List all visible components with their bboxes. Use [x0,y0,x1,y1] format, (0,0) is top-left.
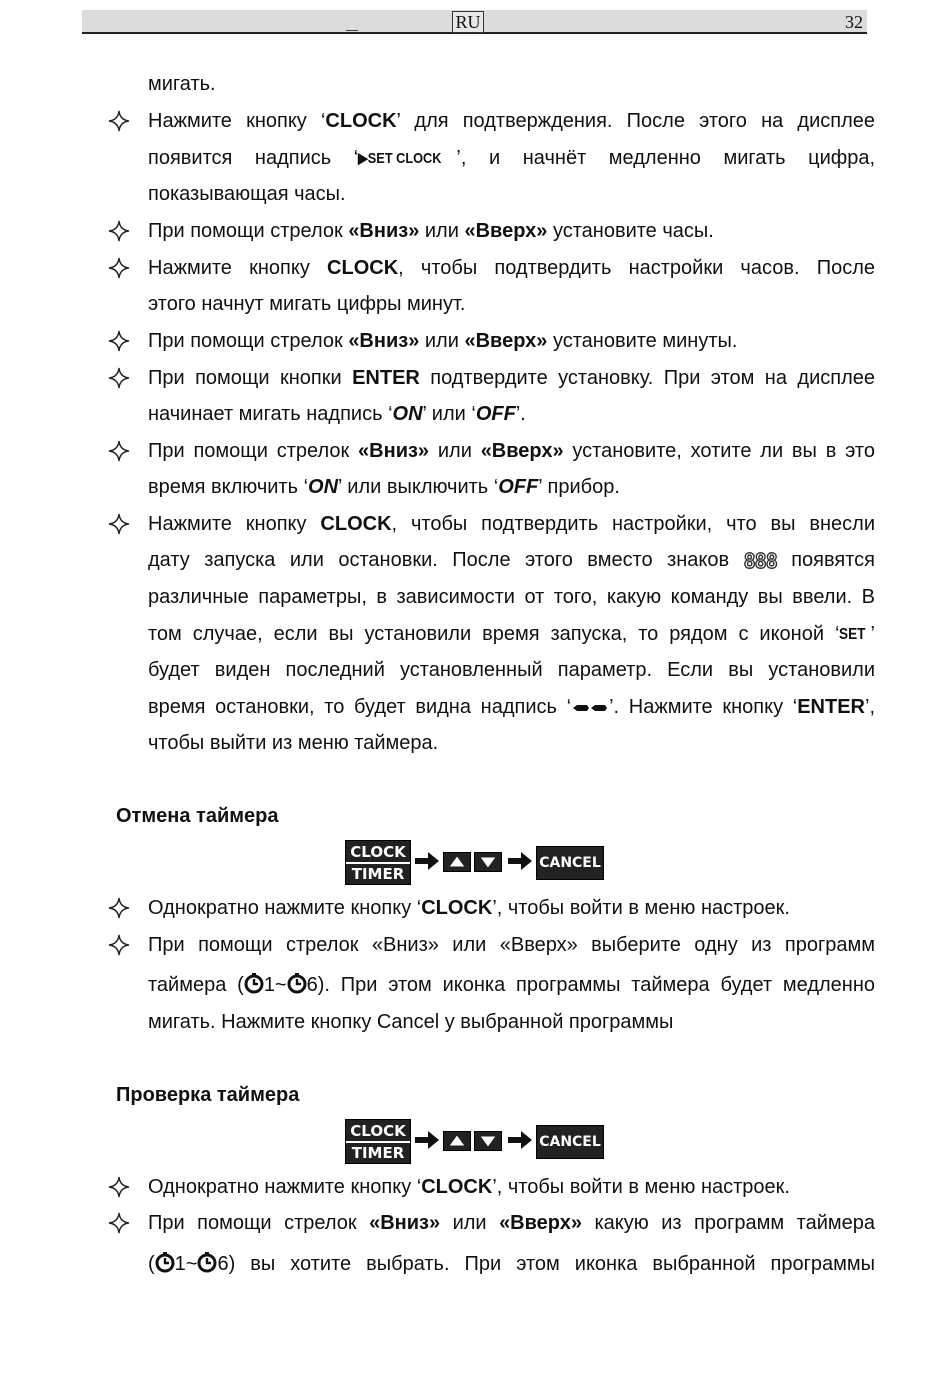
clock-icon [244,972,264,994]
set-clock-display: ▶SET CLOCK [358,149,442,167]
clock-icon [287,972,307,994]
diamond-bullet-icon [108,1176,132,1200]
lcd-888-display: 888 [743,548,777,573]
up-arrow-icon [444,853,470,871]
bullet-text: При помощи стрелок «Вниз» или «Вверх» установите, хотите ли вы в это [148,440,875,462]
bullet-text-cont: будет виден последний установленный параметр. Если вы установили [148,659,875,681]
bullet-text-cont: появится надпись ‘▶SET CLOCK ’, и начнёт медленно мигать цифра, [148,144,875,173]
text-line: мигать. [148,73,216,95]
set-display: SET [839,625,866,643]
diamond-bullet-icon [108,257,132,281]
bullet-text-cont: ( 1~ 6) вы хотите выбрать. При этом иконка выбранной программы [148,1253,875,1275]
bullet-text: При помощи стрелок «Вниз» или «Вверх» какую из программ таймера [148,1212,875,1234]
diamond-bullet-icon [108,367,132,391]
bullet-text: Однократно нажмите кнопку ‘CLOCK’, чтобы войти в меню настроек. [148,897,790,919]
bullet-text-cont: время включить ‘ON’ или выключить ‘OFF’ прибор. [148,476,620,498]
diamond-bullet-icon [108,1212,132,1236]
diamond-bullet-icon [108,934,132,958]
diamond-bullet-icon [108,897,132,921]
diamond-bullet-icon [108,513,132,537]
section-heading-check: Проверка таймера [116,1084,300,1106]
bullet-text: При помощи стрелок «Вниз» или «Вверх» выберите одну из программ [148,934,875,956]
up-arrow-key [443,852,471,872]
bullet-text-cont: том случае, если вы установили время запуска, то рядом с иконой ‘SET ’ [148,620,875,649]
bullet-text: При помощи стрелок «Вниз» или «Вверх» установите минуты. [148,330,738,352]
bullet-text-cont: различные параметры, в зависимости от того, какую команду вы ввели. В [148,586,875,608]
arrow-right-icon [415,1131,439,1149]
arrow-right-icon [508,1131,532,1149]
bullet-text: При помощи кнопки ENTER подтвердите установку. При этом на дисплее [148,367,875,389]
up-arrow-key [443,1131,471,1151]
bullet-text-cont: время остановки, то будет видна надпись ‘ ’. Нажмите кнопку ‘ENTER’, [148,696,876,718]
bullet-text: Нажмите кнопку CLOCK, чтобы подтвердить настройки часов. После [148,257,875,279]
bullet-text: Нажмите кнопку ‘CLOCK’ для подтверждения. После этого на дисплее [148,110,875,132]
page-number: 32 [845,12,863,32]
cancel-key: CANCEL [536,1125,604,1159]
page-header [82,10,867,34]
bullet-text-cont: дату запуска или остановки. После этого вместо знаков 888 появятся [148,548,875,573]
bullet-text-cont: этого начнут мигать цифры минут. [148,293,466,315]
bullet-text-cont: показывающая часы. [148,183,346,205]
bullet-text-cont: чтобы выйти из меню таймера. [148,732,439,754]
bullet-text: Однократно нажмите кнопку ‘CLOCK’, чтобы войти в меню настроек. [148,1176,790,1198]
diamond-bullet-icon [108,110,132,134]
diamond-bullet-icon [108,330,132,354]
down-arrow-icon [475,853,501,871]
dash-icon [571,703,609,713]
clock-icon [155,1251,175,1273]
down-arrow-icon [475,1132,501,1150]
bullet-text-cont: начинает мигать надпись ‘ON’ или ‘OFF’. [148,403,526,425]
up-arrow-icon [444,1132,470,1150]
bullet-text-cont: мигать. Нажмите кнопку Cancel у выбранной программы [148,1011,674,1033]
arrow-right-icon [415,852,439,870]
cancel-key: CANCEL [536,846,604,880]
bullet-text: Нажмите кнопку CLOCK, чтобы подтвердить настройки, что вы внесли [148,513,875,535]
diamond-bullet-icon [108,220,132,244]
language-badge: RU [452,11,484,33]
clock-timer-key: CLOCK TIMER [345,1119,411,1164]
arrow-right-icon [508,852,532,870]
header-tick [346,30,358,31]
down-arrow-key [474,1131,502,1151]
bullet-text: При помощи стрелок «Вниз» или «Вверх» установите часы. [148,220,714,242]
clock-icon [197,1251,217,1273]
bullet-text-cont: таймера ( 1~ 6). При этом иконка программы таймера будет медленно [148,974,875,996]
diamond-bullet-icon [108,440,132,464]
clock-timer-key: CLOCK TIMER [345,840,411,885]
down-arrow-key [474,852,502,872]
section-heading-cancel: Отмена таймера [116,805,279,827]
